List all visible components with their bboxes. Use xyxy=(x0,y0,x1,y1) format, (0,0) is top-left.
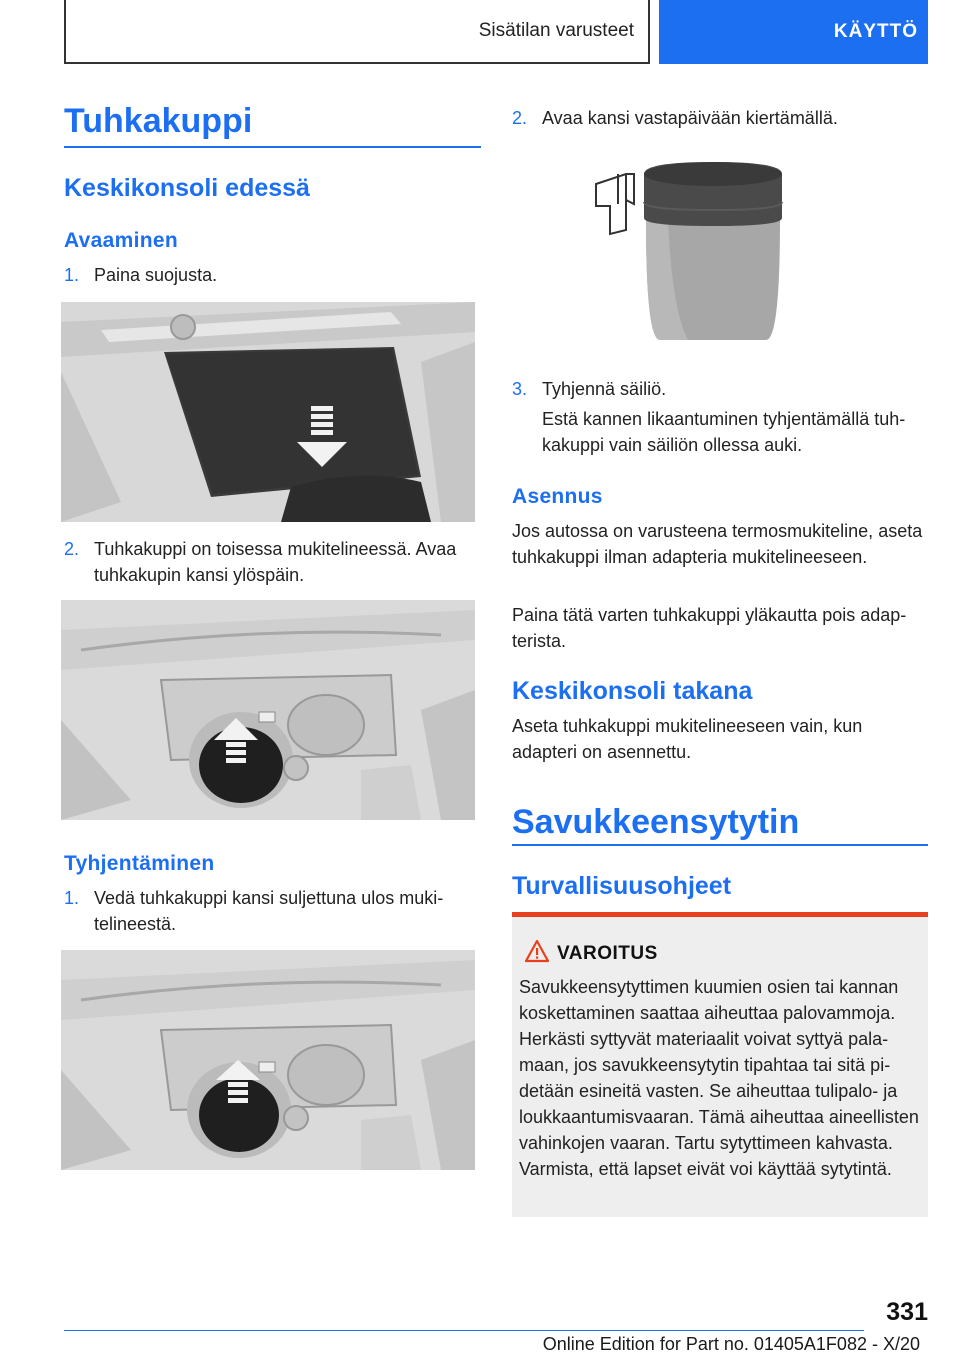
rear-console-heading: Keskikonsoli takana xyxy=(512,677,753,705)
ashtray-lid-illustration xyxy=(588,160,788,350)
opening-step-1: 1. Paina suojusta. xyxy=(64,265,218,285)
rear-console-paragraph: Aseta tuhkakuppi mukitelineeseen vain, kun adapteri on asennettu. xyxy=(512,716,863,762)
safety-heading: Turvallisuusohjeet xyxy=(512,872,732,900)
warning-box xyxy=(512,912,928,1217)
section-tab xyxy=(64,0,650,64)
cupholder-ashtray-image xyxy=(61,600,475,820)
install-paragraph-2: Paina tätä varten tuhkakuppi yläkautta pois adapterista. xyxy=(512,605,907,651)
opening-step-2: 2. Tuhkakuppi on toisessa mukitelineessä. Avaa tuhkakupin kansi ylöspäin. xyxy=(64,539,457,585)
lighter-title: Savukkeensytytin xyxy=(512,803,800,841)
chapter-label: KÄYTTÖ xyxy=(833,21,918,42)
section-label: Sisätilan varusteet xyxy=(478,20,634,41)
footer-edition: Online Edition for Part no. 01405A1F082 - X/20 xyxy=(542,1334,920,1354)
title-rule xyxy=(64,146,481,148)
install-paragraph-1: Jos autossa on varusteena termosmukiteline, aseta tuhkakuppi ilman adapteria mukitelineeseen. xyxy=(512,521,923,567)
install-heading: Asennus xyxy=(512,485,603,508)
emptying-heading: Tyhjentäminen xyxy=(64,852,215,875)
page-header xyxy=(64,0,928,64)
warning-triangle-icon xyxy=(524,939,550,968)
empty-step-3: 3. Tyhjennä säiliö. xyxy=(512,379,667,399)
lighter-rule xyxy=(512,844,928,846)
emptying-step-1: 1. Vedä tuhkakuppi kansi suljettuna ulos mukitelineestä. xyxy=(64,888,444,934)
opening-heading: Avaaminen xyxy=(64,229,178,252)
page-title: Tuhkakuppi xyxy=(64,102,253,140)
chapter-tab xyxy=(659,0,928,64)
section-heading-front: Keskikonsoli edessä xyxy=(64,174,310,202)
warning-text: Savukkeensytyttimen kuumien osien tai kannan koskettaminen saattaa aiheuttaa palovammoja. Herkästi syttyvät materiaalit voivat syttyä palamaan, jos savukkeensytytin tipahtaa tai sitä pidetään esineitä vasten. Se aiheuttaa tulipalo- ja loukkaantumisvaaran. Tämä aiheuttaa aineellisten vahinkojen vaaran. Tartu sytyttimeen kahvasta. Varmista, että lapset eivät voi käyttää sytytintä. xyxy=(519,977,919,1179)
remove-ashtray-image xyxy=(61,950,475,1170)
footer-rule xyxy=(64,1330,864,1331)
warning-title: VAROITUS xyxy=(557,943,658,964)
console-cover-image xyxy=(61,302,475,522)
open-step-2: 2. Avaa kansi vastapäivään kiertämällä. xyxy=(512,108,838,128)
page-number: 331 xyxy=(886,1298,928,1326)
step3-note: Estä kannen likaantuminen tyhjentämällä tuhkakuppi vain säiliön ollessa auki. xyxy=(542,409,906,455)
